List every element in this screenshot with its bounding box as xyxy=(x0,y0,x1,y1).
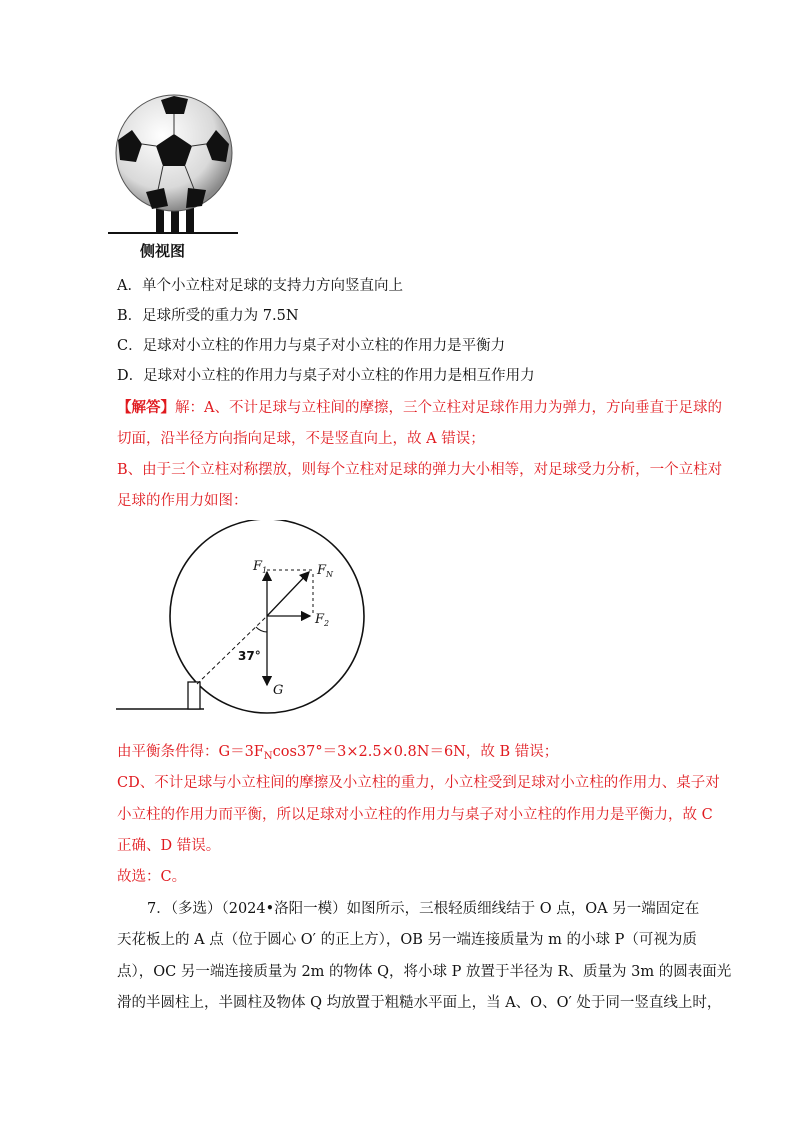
force-diagram xyxy=(112,520,372,720)
answer-line-3: B、由于三个立柱对称摆放，则每个立柱对足球的弹力大小相等，对足球受力分析，一个立柱对 xyxy=(117,462,723,478)
question7-line-4: 滑的半圆柱上，半圆柱及物体 Q 均放置于粗糙水平面上，当 A、O、O′ 处于同一竖直线上时， xyxy=(117,995,722,1011)
option-d: D．足球对小立柱的作用力与桌子对小立柱的作用力是相互作用力 xyxy=(117,368,535,384)
figure-caption: 侧视图 xyxy=(140,242,186,260)
arrow-fn xyxy=(267,572,309,616)
answer-choice: 故选：C。 xyxy=(117,869,187,885)
eq-rest: cos37°＝3×2.5×0.8N＝6N，故 B 错误； xyxy=(272,744,559,760)
soccer-ball xyxy=(116,95,232,211)
eq-prefix: 由平衡条件得：G＝3F xyxy=(117,744,264,760)
question7-line-3: 点），OC 另一端连接质量为 2m 的物体 Q，将小球 P 放置于半径为 R、质量为 3m 的圆表面光 xyxy=(117,964,732,980)
option-c: C．足球对小立柱的作用力与桌子对小立柱的作用力是平衡力 xyxy=(117,338,506,354)
angle-arc xyxy=(256,627,267,632)
option-b: B．足球所受的重力为 7.5N xyxy=(117,308,299,324)
answer-line-1 xyxy=(117,398,722,418)
label-f2: $F_2$ xyxy=(315,612,330,628)
label-f1: $F_1$ xyxy=(253,559,268,575)
answer-text-1: 解：A、不计足球与立柱间的摩擦，三个立柱对足球作用力为弹力，方向垂直于足球的 xyxy=(175,400,722,416)
cd-line-1: CD、不计足球与小立柱间的摩擦及小立柱的重力，小立柱受到足球对小立柱的作用力、桌子对 xyxy=(117,775,720,791)
cd-line-3: 正确、D 错误。 xyxy=(117,838,221,854)
option-a: A．单个小立柱对足球的支持力方向竖直向上 xyxy=(117,278,403,294)
soccer-ball-figure xyxy=(108,92,248,242)
equilibrium-equation xyxy=(117,742,558,767)
cd-line-2: 小立柱的作用力而平衡，所以足球对小立柱的作用力与桌子对小立柱的作用力是平衡力，故 C xyxy=(117,807,713,823)
label-fn: $F_N$ xyxy=(317,563,334,579)
answer-tag: 【解答】 xyxy=(117,399,175,416)
label-angle: 37° xyxy=(238,649,261,663)
eq-sub: N xyxy=(263,751,273,762)
post-block xyxy=(188,682,200,709)
answer-line-2: 切面，沿半径方向指向足球，不是竖直向上，故 A 错误； xyxy=(117,431,485,447)
label-g: G xyxy=(273,683,284,698)
question7-line-1: 7．（多选）（2024•洛阳一模）如图所示，三根轻质细线结于 O 点，OA 另一端固定在 xyxy=(147,901,700,917)
answer-line-4: 足球的作用力如图： xyxy=(117,493,248,509)
question7-line-2: 天花板上的 A 点（位于圆心 O′ 的正上方），OB 另一端连接质量为 m 的小球 P（可视为质 xyxy=(117,932,697,948)
